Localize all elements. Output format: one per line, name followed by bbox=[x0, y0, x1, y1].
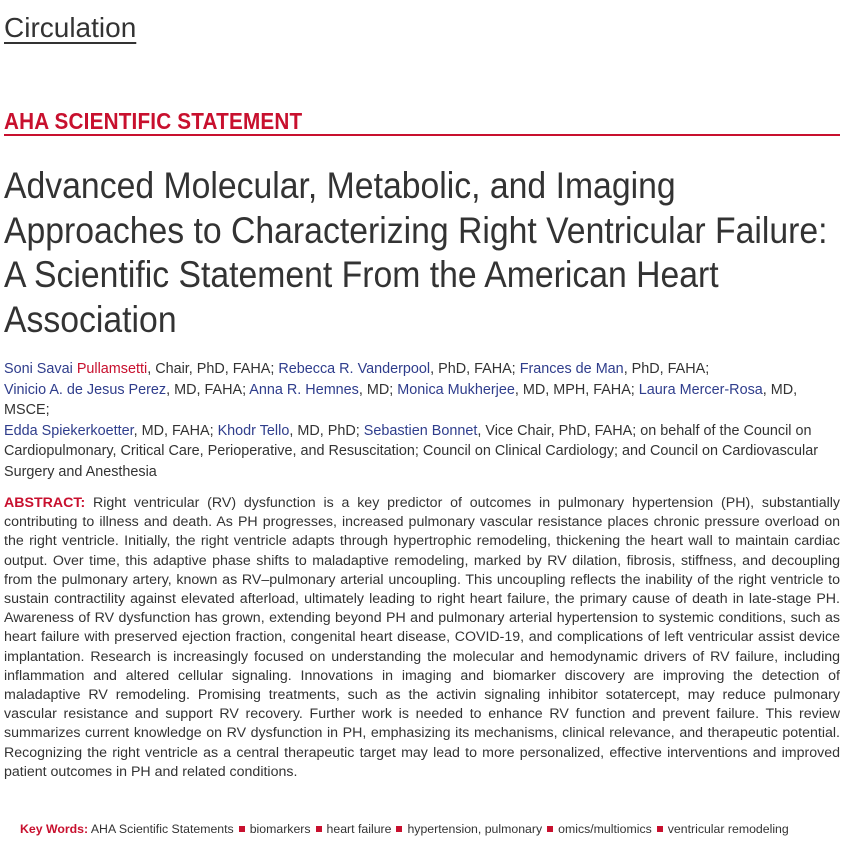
author-suffix: , Chair, PhD, FAHA; bbox=[147, 361, 279, 377]
separator-square-icon bbox=[396, 826, 402, 832]
author-suffix: , MD; bbox=[358, 381, 398, 398]
author-link[interactable]: Monica Mukherjee bbox=[397, 381, 515, 398]
keyword[interactable]: ventricular remodeling bbox=[667, 822, 789, 836]
separator-square-icon bbox=[239, 826, 245, 832]
author-link[interactable]: Rebecca R. Vanderpool bbox=[278, 361, 431, 377]
keyword[interactable]: heart failure bbox=[326, 822, 392, 836]
abstract bbox=[4, 494, 840, 782]
abstract-text: Right ventricular (RV) dysfunction is a key predictor of outcomes in pulmonary hypertension (PH), substantially contributing to illness and death. As PH progresses, increased pulmonary vascular resistance places chronic pressure overload on the right ventricle. Initially, the right ventricle adapts through hypertrophic remodeling, thickening the heart wall to maintain cardiac output. Over time, this adaptive phase shifts to maladaptive remodeling, marked by RV dilation, fibrosis, stiffness, and decoupling from the pulmonary artery, known as RV–pulmonary arterial uncoupling. This uncoupling reflects the inability of the right ventricle to sustain contractility against elevated afterload, ultimately leading to right heart failure, the primary cause of death in late-stage PH. Awareness of RV dysfunction has grown, extending beyond PH and pulmonary arterial hypertension to systemic conditions, such as heart failure with preserved ejection fraction, congenital heart disease, COVID-19, and complications of left ventricular assist device implantation. Research is increasingly focused on understanding the molecular and hemodynamic drivers of RV failure, including inflammation and altered cellular signaling. Innovations in imaging and biomarker discovery are improving the detection of maladaptive RV remodeling. Promising treatments, such as the activin signaling inhibitor sotatercept, may reduce pulmonary vascular resistance and support RV recovery. Further work is needed to enhance RV function and prevent failure. This review summarizes current knowledge on RV dysfunction in PH, emphasizing its mechanisms, clinical relevance, and therapeutic potential. Recognizing the right ventricle as a central therapeutic target may lead to more personalized, effective interventions and improved patient outcomes in PH and related conditions. bbox=[4, 495, 840, 780]
journal-name[interactable]: Circulation bbox=[4, 12, 137, 43]
section-header bbox=[4, 108, 840, 136]
keyword[interactable]: omics/multiomics bbox=[558, 822, 652, 836]
author-link[interactable]: Soni Savai Pullamsetti bbox=[4, 361, 148, 377]
keywords bbox=[20, 822, 860, 836]
author-link[interactable]: Khodr Tello bbox=[217, 422, 290, 439]
author-suffix: , MD, FAHA; bbox=[133, 422, 218, 439]
separator-square-icon bbox=[547, 826, 553, 832]
separator-square-icon bbox=[316, 826, 322, 832]
author-link[interactable]: Laura Mercer-Rosa bbox=[638, 381, 763, 398]
author-suffix: , Vice Chair, PhD, FAHA; bbox=[477, 422, 641, 439]
author-suffix: , MD, PhD; bbox=[289, 422, 364, 439]
keyword[interactable]: biomarkers bbox=[249, 822, 311, 836]
author-list bbox=[4, 359, 844, 482]
keyword[interactable]: hypertension, pulmonary bbox=[407, 822, 543, 836]
author-suffix: , MD, MPH, FAHA; bbox=[514, 381, 639, 398]
author-link[interactable]: Anna R. Hemnes bbox=[249, 381, 359, 398]
author-link[interactable]: Edda Spiekerkoetter bbox=[4, 422, 134, 439]
author-suffix: , PhD, FAHA; bbox=[430, 361, 520, 377]
author-suffix: , MD, MSCE; bbox=[4, 381, 798, 418]
author-link[interactable]: Frances de Man bbox=[519, 361, 624, 377]
author-suffix: , MD, FAHA; bbox=[166, 381, 250, 398]
separator-square-icon bbox=[657, 826, 663, 832]
keyword[interactable]: AHA Scientific Statements bbox=[90, 822, 234, 836]
author-link[interactable]: Sebastien Bonnet bbox=[363, 422, 478, 439]
article-title: Advanced Molecular, Metabolic, and Imaging Approaches to Characterizing Right Ventricular Failure: A Scientific Statement From the American Heart Association bbox=[4, 164, 828, 340]
author-suffix: , PhD, FAHA; bbox=[623, 361, 710, 377]
abstract-label: ABSTRACT: bbox=[4, 495, 86, 511]
keywords-label: Key Words: bbox=[20, 822, 89, 836]
section-label: AHA SCIENTIFIC STATEMENT bbox=[4, 108, 303, 134]
council-affiliation: on behalf of the Council on Cardiopulmonary, Critical Care, Perioperative, and Resuscitation; Council on Clinical Cardiology; and Council on Cardiovascular Surgery and Anesthesia bbox=[4, 422, 818, 480]
author-link[interactable]: Vinicio A. de Jesus Perez bbox=[4, 381, 167, 398]
